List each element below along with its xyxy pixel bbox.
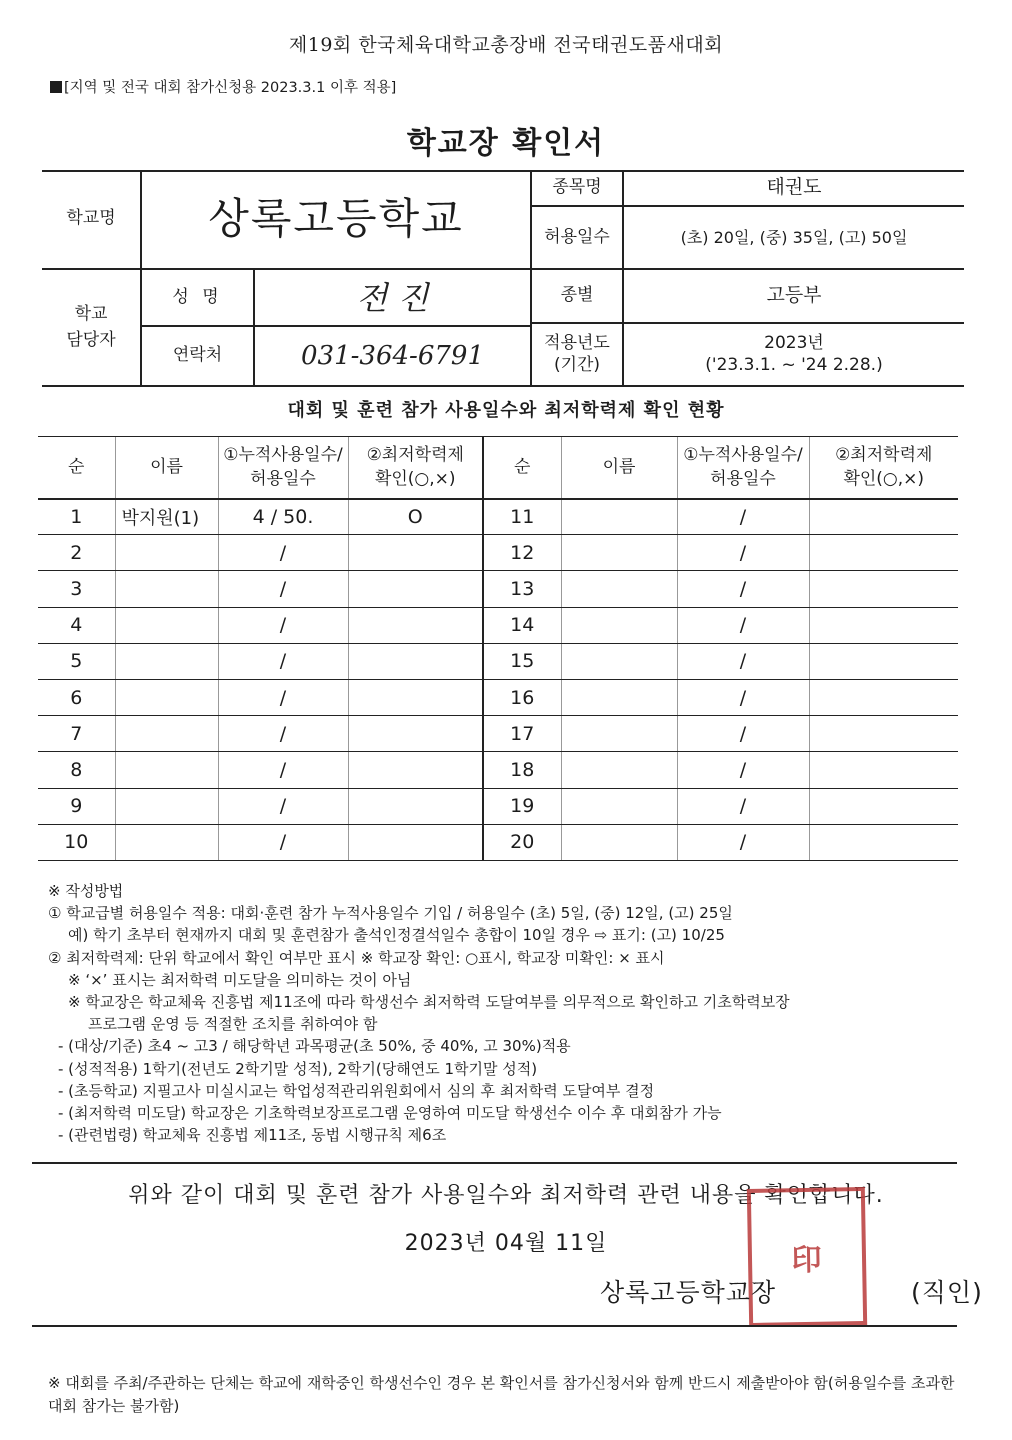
row-number-cell: 9 [38,788,115,824]
student-name-cell[interactable] [561,679,677,715]
days-used-cell[interactable]: / [677,679,809,715]
days-used-cell[interactable]: / [218,824,348,860]
year-label: 적용년도 (기간) [544,333,610,375]
year-period: ('23.3.1. ~ '24 2.28.) [705,354,883,375]
days-used-cell[interactable]: / [677,607,809,643]
student-name-cell[interactable] [115,824,218,860]
instruction-line: 예) 학기 초부터 현재까지 대회 및 훈련참가 출석인정결석일수 총합이 10일 경우 ⇨ 표기: (고) 10/25 [68,926,725,945]
instruction-line: - (관련법령) 학교체육 진흥법 제11조, 동법 시행규칙 제6조 [58,1126,447,1145]
academic-check-cell[interactable] [809,824,958,860]
row-number-cell: 14 [483,607,561,643]
academic-check-cell[interactable] [809,716,958,752]
student-name-cell[interactable] [115,788,218,824]
instructions [48,880,968,1146]
academic-check-cell[interactable] [348,679,483,715]
instruction-line: ② 최저학력제: 단위 학교에서 확인 여부만 표시 ※ 학교장 확인: ○표시, 학교장 미확인: × 표시 [48,948,665,967]
allowed-days-value: (초) 20일, (중) 35일, (고) 50일 [680,227,908,247]
instructions-heading: ※ 작성방법 [48,882,124,900]
table-row [38,571,958,607]
sport-value: 태권도 [766,175,822,198]
school-name: 상록고등학교 [208,193,464,243]
principal-signature: 상록고등학교장 [600,1278,777,1307]
row-number-cell: 7 [38,716,115,752]
roster-section-title: 대회 및 훈련 참가 사용일수와 최저학력제 확인 현황 [287,400,725,421]
academic-check-cell[interactable] [809,499,958,535]
student-name-cell[interactable] [561,824,677,860]
days-used-cell[interactable]: / [677,571,809,607]
table-row [38,788,958,824]
col-header-academic: ②최저학력제 확인(○,×) [809,437,958,499]
student-name-cell[interactable] [561,788,677,824]
col-header-no: 순 [38,437,115,499]
signature-line [600,1273,983,1309]
academic-check-cell[interactable] [348,571,483,607]
footnote: ※ 대회를 주최/주관하는 단체는 학교에 재학중인 학생선수인 경우 본 확인서를 참가신청서와 함께 반드시 제출받아야 함(허용일수를 초과한 대회 참가는 불가함) [48,1374,955,1415]
row-number-cell: 16 [483,679,561,715]
academic-check-cell[interactable] [809,607,958,643]
academic-check-cell[interactable] [809,788,958,824]
days-used-cell[interactable]: / [218,716,348,752]
days-used-cell[interactable]: / [677,752,809,788]
academic-check-cell[interactable] [348,607,483,643]
academic-check-cell[interactable] [348,643,483,679]
student-name-cell[interactable] [561,499,677,535]
year-cell [624,324,964,385]
confirmation-statement: 위와 같이 대회 및 훈련 참가 사용일수와 최저학력 관련 내용을 확인합니다. [128,1183,884,1208]
row-number-cell: 8 [38,752,115,788]
row-number-cell: 18 [483,752,561,788]
table-row [38,643,958,679]
days-used-cell[interactable]: / [677,535,809,571]
event-title: 제19회 한국체육대학교총장배 전국태권도품새대회 [288,34,724,56]
notice-text: [지역 및 전국 대회 참가신청용 2023.3.1 이후 적용] [64,80,397,96]
student-name-cell[interactable] [561,643,677,679]
table-row [38,752,958,788]
document-title: 학교장 확인서 [406,126,606,161]
instruction-line: - (대상/기준) 초4 ~ 고3 / 해당학년 과목평균(초 50%, 중 40%, 고 30%)적용 [58,1037,571,1056]
roster-header-row [38,437,958,499]
manager-label: 학교 담당자 [66,304,116,350]
academic-check-cell[interactable] [348,535,483,571]
table-row [38,716,958,752]
row-number-cell: 20 [483,824,561,860]
academic-check-cell[interactable]: O [348,499,483,535]
academic-check-cell[interactable] [809,679,958,715]
days-used-cell[interactable]: / [677,716,809,752]
allowed-days-label: 허용일수 [544,226,610,247]
student-name-cell[interactable] [115,535,218,571]
row-number-cell: 10 [38,824,115,860]
academic-check-cell[interactable] [348,788,483,824]
days-used-cell[interactable]: / [218,643,348,679]
name-label: 성 명 [172,286,223,307]
student-name-cell[interactable] [561,752,677,788]
row-number-cell: 13 [483,571,561,607]
academic-check-cell[interactable] [809,571,958,607]
days-used-cell[interactable]: 4 / 50. [218,499,348,535]
days-used-cell[interactable]: / [677,788,809,824]
roster-table [38,436,958,861]
academic-check-cell[interactable] [348,752,483,788]
division-label: 종별 [560,285,594,306]
row-number-cell: 15 [483,643,561,679]
sport-label: 종목명 [552,176,602,197]
days-used-cell[interactable]: / [218,607,348,643]
notice-line [50,76,396,97]
col-header-days: ①누적사용일수/ 허용일수 [218,437,348,499]
row-number-cell: 11 [483,499,561,535]
academic-check-cell[interactable] [348,824,483,860]
manager-name-handwritten: 전 진 [356,278,429,317]
divider-line [32,1162,957,1164]
divider-line [32,1325,957,1327]
student-name-cell[interactable] [561,607,677,643]
table-row [38,679,958,715]
student-name-cell[interactable] [115,716,218,752]
instruction-line: - (초등학교) 지필고사 미실시교는 학업성적관리위원회에서 심의 후 최저학력 도달여부 결정 [58,1081,655,1100]
row-number-cell: 19 [483,788,561,824]
days-used-cell[interactable]: / [218,535,348,571]
student-name-cell[interactable] [561,535,677,571]
contact-handwritten: 031-364-6791 [301,340,484,371]
school-label: 학교명 [66,208,116,229]
days-used-cell[interactable]: / [218,752,348,788]
academic-check-cell[interactable] [348,716,483,752]
col-header-no: 순 [483,437,561,499]
table-row [38,535,958,571]
table-row [38,499,958,535]
row-number-cell: 1 [38,499,115,535]
row-number-cell: 2 [38,535,115,571]
col-header-name: 이름 [115,437,218,499]
student-name-cell[interactable]: 박지원(1) [115,499,218,535]
division-value: 고등부 [766,284,822,307]
days-used-cell[interactable]: / [218,571,348,607]
roster-body [38,499,958,861]
instruction-line: ① 학교급별 허용일수 적용: 대회·훈련 참가 누적사용일수 기입 / 허용일수 (초) 5일, (중) 12일, (고) 25일 [48,904,733,923]
col-header-name: 이름 [561,437,677,499]
days-used-cell[interactable]: / [218,788,348,824]
student-name-cell[interactable] [115,643,218,679]
table-row [38,824,958,860]
row-number-cell: 5 [38,643,115,679]
student-name-cell[interactable] [115,679,218,715]
table-row [38,607,958,643]
instruction-line: - (최저학력 미도달) 학교장은 기초학력보장프로그램 운영하여 미도달 학생선수 이수 후 대회참가 가능 [58,1104,722,1123]
days-used-cell[interactable]: / [677,643,809,679]
seal-mark: (직인) [911,1278,983,1307]
row-number-cell: 17 [483,716,561,752]
instruction-line: ※ 학교장은 학교체육 진흥법 제11조에 따라 학생선수 최저학력 도달여부를 의무적으로 확인하고 기초학력보장 [68,993,790,1012]
info-border-bottom [42,385,964,387]
student-name-cell[interactable] [115,607,218,643]
col-header-academic: ②최저학력제 확인(○,×) [348,437,483,499]
instruction-line: ※ ‘×’ 표시는 최저학력 미도달을 의미하는 것이 아님 [68,970,412,989]
student-name-cell[interactable] [561,571,677,607]
official-seal-stamp: 印 [747,1187,867,1327]
academic-check-cell[interactable] [809,535,958,571]
days-used-cell[interactable]: / [218,679,348,715]
academic-check-cell[interactable] [809,752,958,788]
instruction-line: 프로그램 운영 등 적절한 조치를 취하여야 함 [88,1015,378,1034]
student-name-cell[interactable] [561,716,677,752]
student-name-cell[interactable] [115,571,218,607]
col-header-days: ①누적사용일수/ 허용일수 [677,437,809,499]
row-number-cell: 12 [483,535,561,571]
days-used-cell[interactable]: / [677,824,809,860]
student-name-cell[interactable] [115,752,218,788]
square-bullet-icon [50,81,62,93]
row-number-cell: 6 [38,679,115,715]
academic-check-cell[interactable] [809,643,958,679]
contact-label: 연락처 [172,345,223,366]
year-value: 2023년 [764,333,824,354]
row-number-cell: 3 [38,571,115,607]
instruction-line: - (성적적용) 1학기(전년도 2학기말 성적), 2학기(당해연도 1학기말 성적) [58,1059,538,1078]
days-used-cell[interactable]: / [677,499,809,535]
confirmation-date: 2023년 04월 11일 [404,1231,608,1256]
row-number-cell: 4 [38,607,115,643]
